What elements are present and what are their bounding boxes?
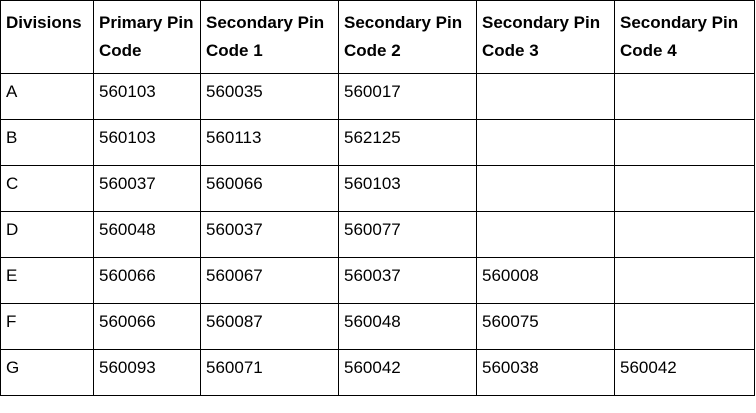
secondary-pin-3-cell: 560008 [477,258,615,304]
primary-pin-cell: 560103 [94,74,201,120]
secondary-pin-4-cell: 560042 [615,350,755,396]
secondary-pin-1-cell: 560087 [201,304,339,350]
header-row [1,1,755,74]
primary-pin-cell: 560066 [94,304,201,350]
secondary-pin-2-cell: 560077 [339,212,477,258]
division-cell: F [1,304,94,350]
secondary-pin-2-cell: 560048 [339,304,477,350]
table-row [1,212,755,258]
secondary-pin-2-cell: 560037 [339,258,477,304]
secondary-pin-2-cell: 562125 [339,120,477,166]
division-cell: A [1,74,94,120]
secondary-pin-3-cell [477,120,615,166]
secondary-pin-2-cell: 560103 [339,166,477,212]
secondary-pin-1-cell: 560113 [201,120,339,166]
header-secondary-pin-code-3: Secondary Pin Code 3 [477,1,615,74]
division-cell: C [1,166,94,212]
header-secondary-pin-code-4: Secondary Pin Code 4 [615,1,755,74]
secondary-pin-4-cell [615,74,755,120]
secondary-pin-4-cell [615,212,755,258]
header-secondary-pin-code-1: Secondary Pin Code 1 [201,1,339,74]
table-row [1,74,755,120]
header-divisions: Divisions [1,1,94,74]
secondary-pin-3-cell [477,74,615,120]
secondary-pin-3-cell [477,212,615,258]
header-secondary-pin-code-2: Secondary Pin Code 2 [339,1,477,74]
secondary-pin-1-cell: 560067 [201,258,339,304]
table-row [1,304,755,350]
division-cell: E [1,258,94,304]
division-cell: G [1,350,94,396]
secondary-pin-2-cell: 560017 [339,74,477,120]
primary-pin-cell: 560048 [94,212,201,258]
division-cell: B [1,120,94,166]
secondary-pin-1-cell: 560037 [201,212,339,258]
primary-pin-cell: 560103 [94,120,201,166]
secondary-pin-4-cell [615,304,755,350]
secondary-pin-3-cell [477,166,615,212]
secondary-pin-1-cell: 560035 [201,74,339,120]
secondary-pin-4-cell [615,120,755,166]
secondary-pin-4-cell [615,258,755,304]
secondary-pin-3-cell: 560075 [477,304,615,350]
table-row [1,350,755,396]
secondary-pin-1-cell: 560071 [201,350,339,396]
table-row [1,120,755,166]
secondary-pin-3-cell: 560038 [477,350,615,396]
secondary-pin-2-cell: 560042 [339,350,477,396]
table-row [1,166,755,212]
primary-pin-cell: 560093 [94,350,201,396]
division-cell: D [1,212,94,258]
secondary-pin-4-cell [615,166,755,212]
table-row [1,258,755,304]
primary-pin-cell: 560066 [94,258,201,304]
header-primary-pin-code: Primary Pin Code [94,1,201,74]
primary-pin-cell: 560037 [94,166,201,212]
secondary-pin-1-cell: 560066 [201,166,339,212]
